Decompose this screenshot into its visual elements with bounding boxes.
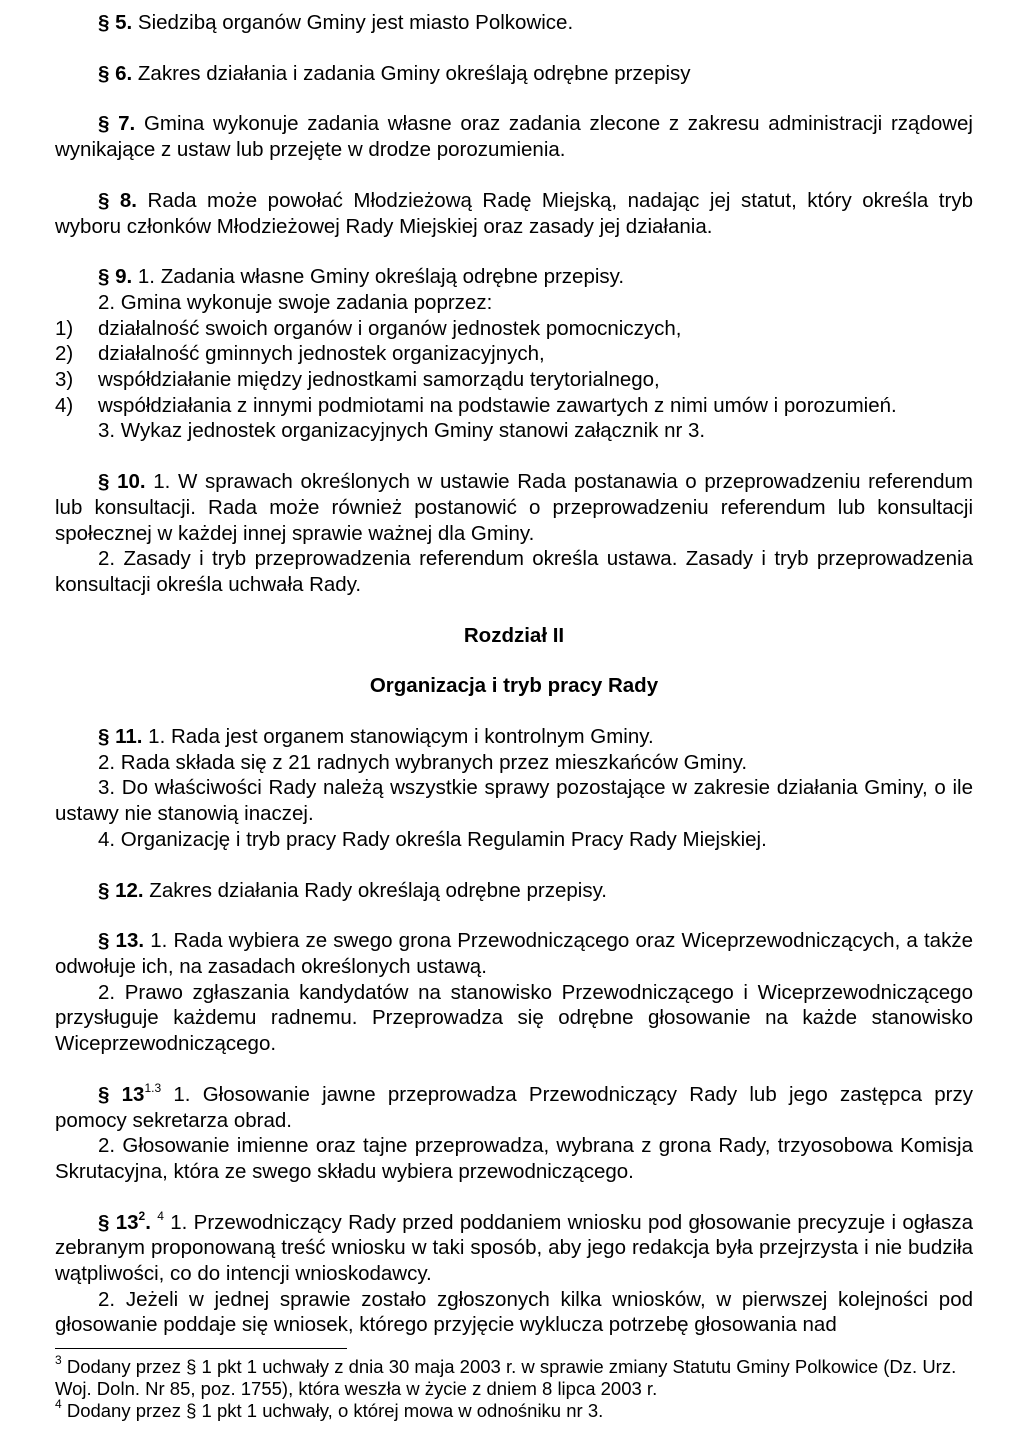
section-number: § 12. — [98, 878, 144, 902]
section-number: § 7. — [98, 112, 136, 136]
paragraph-11-item-2: 2. Rada składa się z 21 radnych wybranych przez mieszkańców Gminy. — [98, 750, 748, 774]
list-text: współdziałanie między jednostkami samorządu terytorialnego, — [98, 368, 660, 392]
list-number: 2) — [55, 342, 74, 366]
paragraph-11-item-1: § 11. 1. Rada jest organem stanowiącym i kontrolnym Gminy. — [98, 725, 654, 749]
chapter-subtitle: Organizacja i tryb pracy Rady — [369, 674, 659, 698]
paragraph-7 — [55, 111, 973, 162]
footnotes — [55, 1353, 973, 1422]
paragraph-10-item-2: 2. Zasady i tryb przeprowadzenia referendum określa ustawa. Zasady i tryb przeprowadzenia konsultacji określa uchwała Rady. — [55, 547, 973, 596]
list-item — [55, 393, 973, 419]
paragraph-text: Rada może powołać Młodzieżową Radę Miejską, nadając jej statut, który określa tryb wyboru członków Młodzieżowej Rady Miejskiej oraz zasady jej działania. — [55, 188, 973, 238]
paragraph-10-item-1: § 10. 1. W sprawach określonych w ustawie Rada postanawia o przeprowadzeniu referendum lub konsultacji. Rada może również postanowić o przeprowadzeniu referendum lub konsultacji społecznej w każdej innej sprawie ważnej dla Gminy. — [55, 470, 973, 545]
section-number: § 13. — [98, 929, 145, 953]
paragraph-8 — [55, 188, 973, 239]
paragraph-13-2-item-2: 2. Jeżeli w jednej sprawie zostało zgłoszonych kilka wniosków, w pierwszej kolejności pod głosowanie poddaje się wniosek, którego przyjęcie wyklucza potrzebę głosowania nad — [55, 1287, 973, 1337]
chapter-title: Rozdział II — [463, 623, 565, 647]
section-number: § 9. — [98, 265, 133, 289]
section-number: § 10. — [98, 470, 146, 494]
paragraph-13-item-2: 2. Prawo zgłaszania kandydatów na stanowisko Przewodniczącego i Wiceprzewodniczącego przysługuje każdemu radnemu. Przeprowadza się odrębne głosowanie na każde stanowisko Wiceprzewodniczącego. — [55, 980, 973, 1056]
section-number: § 11. — [98, 725, 143, 749]
list-item — [55, 341, 973, 367]
paragraph-13-1-item-2: 2. Głosowanie imienne oraz tajne przeprowadza, wybrana z grona Rady, trzyosobowa Komisja Skrutacyjna, która ze swego składu wybiera przewodniczącego. — [55, 1134, 973, 1183]
paragraph-9-item-1: § 9. 1. Zadania własne Gminy określają odrębne przepisy. — [98, 265, 625, 289]
paragraph-13-item-1: § 13. 1. Rada wybiera ze swego grona Przewodniczącego oraz Wiceprzewodniczących, a także odwołuje ich, na zasadach określonych ustawą. — [55, 929, 973, 978]
footnote-text: Dodany przez § 1 pkt 1 uchwały, o której mowa w odnośniku nr 3. — [61, 1400, 604, 1421]
numbered-list — [55, 316, 973, 419]
list-text: współdziałania z innymi podmiotami na podstawie zawartych z nimi umów i porozumień. — [98, 393, 897, 417]
list-item — [55, 367, 973, 393]
section-superscript: 2 — [138, 1208, 146, 1223]
paragraph-9-item-2: 2. Gmina wykonuje swoje zadania poprzez: — [98, 290, 493, 314]
list-item — [55, 316, 973, 342]
footnote-3 — [55, 1353, 973, 1400]
paragraph-text: Gmina wykonuje zadania własne oraz zadania zlecone z zakresu administracji rządowej wynikające z ustaw lub przejęte w drodze porozumienia. — [55, 112, 973, 162]
section-number: § 6. — [98, 61, 133, 85]
paragraph-13 — [55, 928, 973, 1057]
footnote-4 — [55, 1397, 973, 1422]
paragraph-9-item-3: 3. Wykaz jednostek organizacyjnych Gminy stanowi załącznik nr 3. — [98, 419, 706, 443]
paragraph-text: Zakres działania Rady określają odrębne przepisy. — [143, 878, 607, 902]
footnote-separator — [55, 1348, 347, 1349]
list-text: działalność swoich organów i organów jednostek pomocniczych, — [98, 316, 682, 340]
paragraph-13-1-item-1: § $13^{1.3}$ 1. Głosowanie jawne przeprowadza Przewodniczący Rady lub jego zastępca przy pomocy sekretarza obrad. — [55, 1080, 973, 1132]
paragraph-13-2-item-1: § $13^2$. $^4$ 1. Przewodniczący Rady przed poddaniem wniosku pod głosowanie precyzuje i ogłasza zebranym proponowaną treść wniosku w taki sposób, aby jego redakcja była przejrzysta i nie budziła wątpliwości, co do intencji wnioskodawcy. — [55, 1208, 973, 1286]
footnote-text: Dodany przez § 1 pkt 1 uchwały z dnia 30 maja 2003 r. w sprawie zmiany Statutu Gminy Polkowice (Dz. Urz. Woj. Doln. Nr 85, poz. 1755), która weszła w życie z dniem 8 lipca 2003 r. — [55, 1356, 957, 1399]
list-text: działalność gminnych jednostek organizacyjnych, — [98, 342, 545, 366]
section-number: § 8. — [98, 188, 138, 212]
footnote-reference: 1.3 — [144, 1080, 162, 1095]
paragraph-11 — [55, 724, 973, 853]
footnote-mark: 3 — [55, 1353, 62, 1367]
paragraph-11-item-3: 3. Do właściwości Rady należą wszystkie sprawy pozostające w zakresie działania Gminy, o ile ustawy nie stanowią inaczej. — [55, 776, 973, 826]
paragraph-text: Zakres działania i zadania Gminy określają odrębne przepisy — [132, 61, 691, 85]
paragraph-13-2 — [55, 1210, 973, 1339]
paragraph-10 — [55, 469, 973, 598]
document-page — [55, 10, 973, 1338]
paragraph-12 — [55, 878, 973, 904]
paragraph-5 — [55, 10, 973, 36]
section-number: § 13 — [98, 1210, 139, 1234]
paragraph-6 — [55, 61, 973, 87]
paragraph-11-item-4: 4. Organizację i tryb pracy Rady określa Regulamin Pracy Rady Miejskiej. — [98, 827, 767, 851]
section-number: § 5. — [98, 11, 133, 34]
list-number: 1) — [55, 316, 74, 340]
paragraph-13-1 — [55, 1082, 973, 1185]
paragraph-9 — [55, 264, 973, 444]
footnote-mark: 4 — [55, 1397, 62, 1411]
paragraph-text: Siedzibą organów Gminy jest miasto Polkowice. — [132, 11, 574, 34]
section-number: § 13 — [98, 1082, 145, 1106]
list-number: 3) — [55, 368, 74, 392]
footnote-reference: 4 — [157, 1208, 164, 1223]
list-number: 4) — [55, 393, 74, 417]
